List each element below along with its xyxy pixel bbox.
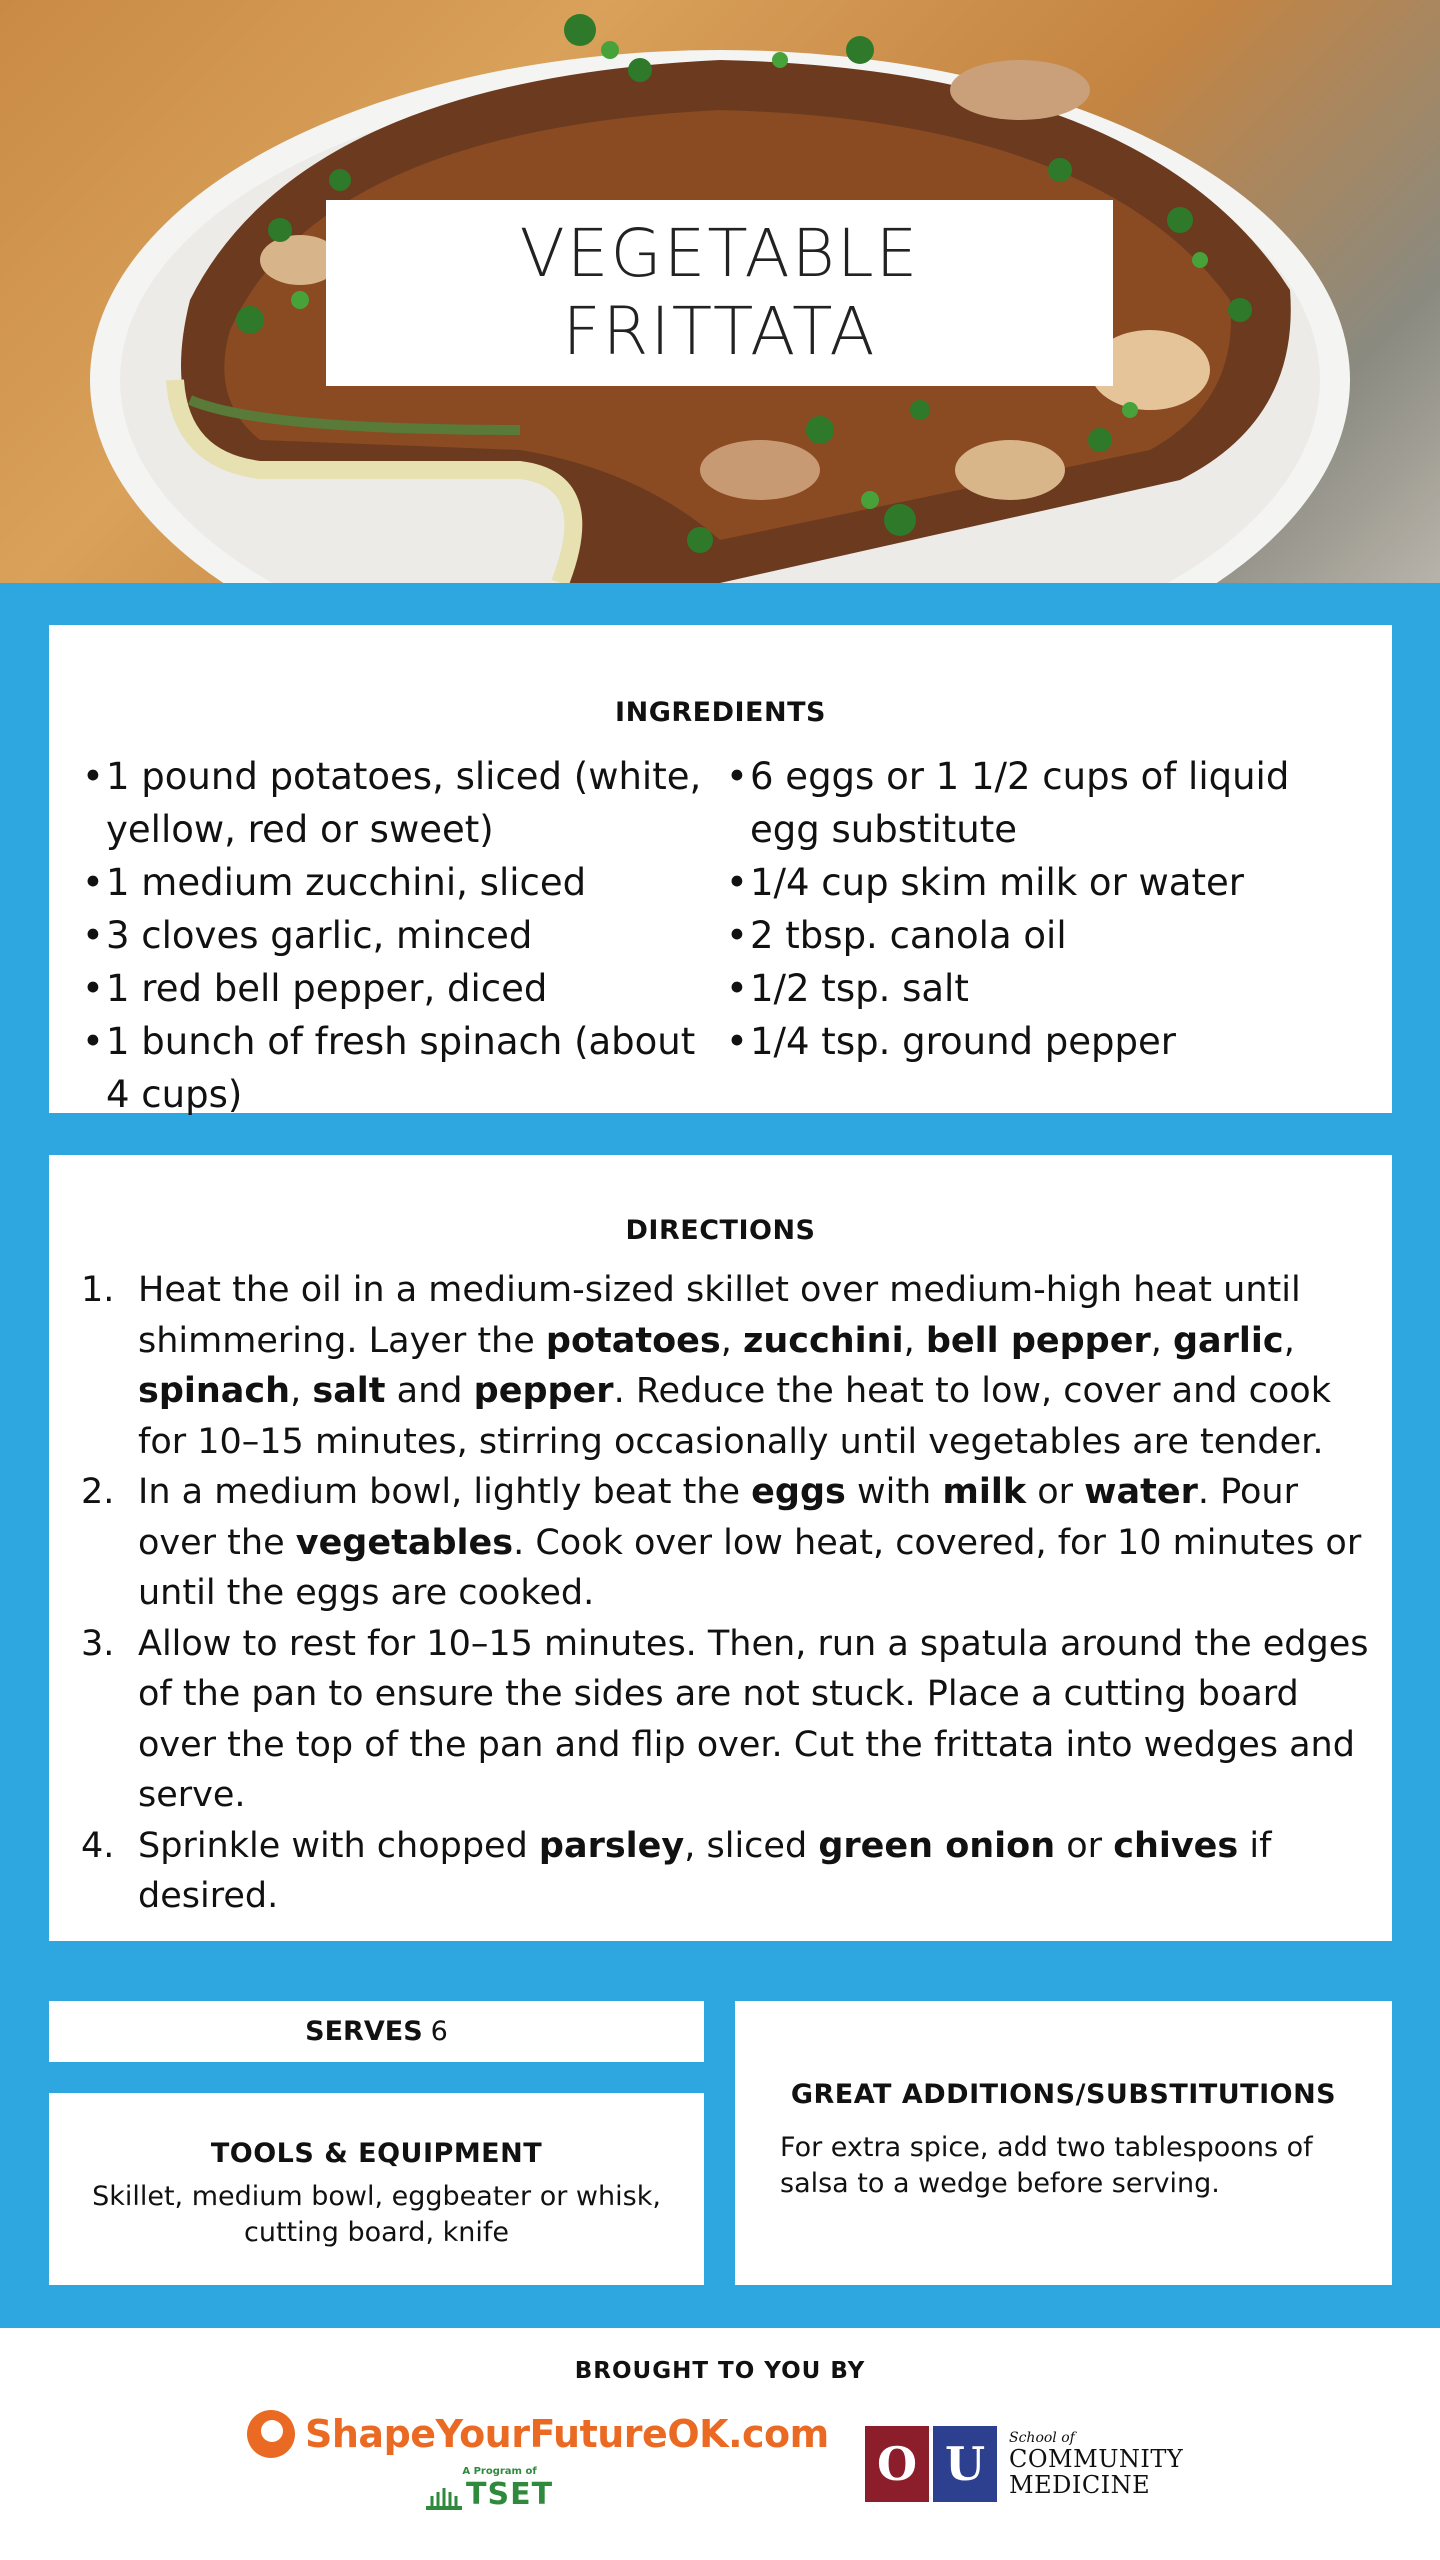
tools-heading: TOOLS & EQUIPMENT xyxy=(210,2138,543,2169)
school-line-2: COMMUNITY xyxy=(1009,2445,1184,2473)
tset-program-of: A Program of xyxy=(462,2466,537,2477)
direction-bold-term: vegetables xyxy=(295,1522,514,1563)
direction-bold-term: eggs xyxy=(751,1472,846,1512)
direction-text: or xyxy=(1026,1472,1085,1512)
ingredient-item: • 6 eggs or 1 1/2 cups of liquid egg substitute xyxy=(726,750,1366,856)
direction-bold-term: bell pepper xyxy=(925,1320,1151,1361)
ingredients-list-right xyxy=(726,750,1366,1068)
syf-circle-icon xyxy=(247,2410,295,2458)
recipe-panel xyxy=(0,583,1440,2328)
direction-step-number: 4. xyxy=(81,1825,115,1866)
ingredient-item: • 1 pound potatoes, sliced (white, yellow, red or sweet) xyxy=(82,750,702,856)
title-box xyxy=(326,200,1113,386)
ou-u-icon: U xyxy=(933,2426,997,2502)
serves-label: SERVES xyxy=(305,2016,423,2047)
title-line-2: FRITTATA xyxy=(562,293,877,370)
shape-your-future-logo xyxy=(247,2404,829,2464)
tset-tree-icon xyxy=(426,2486,462,2512)
direction-text: . Pour over the xyxy=(138,1472,1298,1563)
ingredients-list-left xyxy=(82,750,702,1121)
additions-card xyxy=(735,2001,1392,2285)
ingredient-item: • 3 cloves garlic, minced xyxy=(82,909,702,962)
direction-step-number: 2. xyxy=(81,1472,115,1512)
direction-step-number: 3. xyxy=(81,1623,115,1664)
tset-logo-text: TSET xyxy=(466,2477,554,2512)
directions-card xyxy=(49,1155,1392,1941)
ingredient-item: • 1 medium zucchini, sliced xyxy=(82,856,702,909)
direction-bold-term: zucchini xyxy=(742,1320,904,1361)
direction-text: . Reduce the heat to low, cover and cook for 10–15 minutes, stirring occasionally until vegetables are tender. xyxy=(138,1371,1331,1462)
ingredient-item: • 1/2 tsp. salt xyxy=(726,962,1366,1015)
ingredient-item: • 1/4 cup skim milk or water xyxy=(726,856,1366,909)
direction-text: , xyxy=(1150,1320,1173,1361)
serves-value: 6 xyxy=(430,2016,448,2047)
direction-text: if desired. xyxy=(138,1825,1272,1916)
direction-bold-term: garlic xyxy=(1173,1320,1284,1361)
direction-bold-term: milk xyxy=(942,1472,1027,1512)
additions-heading: GREAT ADDITIONS/SUBSTITUTIONS xyxy=(790,2079,1337,2110)
direction-text: In a medium bowl, lightly beat the xyxy=(138,1472,752,1512)
direction-bold-term: salt xyxy=(312,1371,386,1411)
school-line-3: MEDICINE xyxy=(1009,2471,1151,2499)
additions-body: For extra spice, add two tablespoons of salsa to a wedge before serving. xyxy=(780,2132,1313,2199)
tools-body: Skillet, medium bowl, eggbeater or whisk, cutting board, knife xyxy=(92,2181,661,2248)
direction-bold-term: potatoes xyxy=(545,1320,721,1361)
syf-logo-text: ShapeYourFutureOK.com xyxy=(305,2412,829,2456)
direction-step xyxy=(81,1619,1371,1821)
direction-step xyxy=(81,1265,1371,1467)
direction-text: Allow to rest for 10–15 minutes. Then, run a spatula around the edges of the pan to ensure the sides are not stuck. Place a cutting board over the top of the pan and flip over. Cut the frittata into wedges and serve. xyxy=(138,1623,1369,1815)
serves-card xyxy=(49,2001,704,2062)
direction-bold-term: water xyxy=(1084,1472,1198,1512)
ingredients-heading: INGREDIENTS xyxy=(615,697,826,728)
direction-text: and xyxy=(385,1371,474,1411)
school-line-1: School of xyxy=(1009,2430,1075,2446)
directions-heading: DIRECTIONS xyxy=(625,1215,816,1246)
direction-bold-term: chives xyxy=(1113,1825,1239,1866)
ou-school-logo xyxy=(865,2426,1183,2502)
direction-bold-term: parsley xyxy=(538,1825,685,1866)
footer xyxy=(0,2328,1440,2560)
ou-o-icon: O xyxy=(865,2426,929,2502)
direction-step xyxy=(81,1821,1371,1922)
direction-text: or xyxy=(1055,1825,1114,1866)
direction-text: , sliced xyxy=(684,1825,819,1866)
ingredients-card xyxy=(49,625,1392,1116)
direction-text: . Cook over low heat, covered, for 10 minutes or until the eggs are cooked. xyxy=(138,1522,1362,1613)
direction-text: with xyxy=(845,1472,943,1512)
hero-photo xyxy=(0,0,1440,583)
direction-text: , xyxy=(903,1320,926,1361)
school-name xyxy=(1009,2430,1183,2498)
direction-bold-term: pepper xyxy=(473,1371,614,1411)
direction-text: , xyxy=(720,1320,743,1361)
directions-list xyxy=(81,1265,1371,1922)
title-line-1: VEGETABLE xyxy=(519,215,920,292)
ingredient-item: • 1/4 tsp. ground pepper xyxy=(726,1015,1366,1068)
ingredient-item: • 1 red bell pepper, diced xyxy=(82,962,702,1015)
direction-text: Sprinkle with chopped xyxy=(138,1825,539,1866)
direction-text: , xyxy=(290,1371,313,1411)
direction-bold-term: green onion xyxy=(818,1825,1056,1866)
direction-text: , xyxy=(1283,1320,1295,1361)
ingredient-item: • 1 bunch of fresh spinach (about 4 cups) xyxy=(82,1015,702,1121)
brought-to-you-by: BROUGHT TO YOU BY xyxy=(574,2358,866,2384)
direction-bold-term: spinach xyxy=(138,1371,291,1411)
ingredient-item: • 2 tbsp. canola oil xyxy=(726,909,1366,962)
direction-step-number: 1. xyxy=(81,1270,115,1310)
tset-logo xyxy=(426,2466,553,2512)
direction-step xyxy=(81,1467,1371,1619)
direction-text: Heat the oil in a medium-sized skillet over medium-high heat until shimmering. Layer the xyxy=(138,1270,1301,1361)
tools-card xyxy=(49,2093,704,2285)
